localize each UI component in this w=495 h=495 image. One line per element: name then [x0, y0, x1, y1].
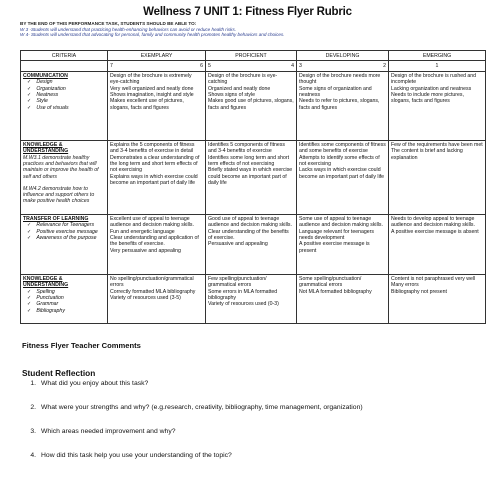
criteria-title: KNOWLEDGE & UNDERSTANDING	[23, 276, 69, 289]
cell-exemplary: No spelling/punctuation/grammatical errors Correctly formatted MLA bibliography Variety of resources used (3-5)	[108, 274, 206, 323]
cell-emerging: Needs to develop appeal to teenage audience and decision making skills. A positive exercise message is absent	[389, 214, 486, 274]
criteria-note: M.W3.1 demonstrate healthy practices and behaviors that will maintain or improve the health of self and others	[23, 154, 99, 180]
criteria-list	[23, 222, 105, 241]
score-exemplary	[108, 61, 206, 71]
criteria-cell	[21, 71, 108, 140]
score-proficient	[206, 61, 297, 71]
score-value: 3	[299, 62, 302, 69]
header-criteria: CRITERIA	[21, 51, 108, 61]
criteria-title: TRANSFER OF LEARNING	[23, 216, 89, 223]
header-emerging: EMERGING	[389, 51, 486, 61]
header-exemplary: EXEMPLARY	[108, 51, 206, 61]
question-number: 3.	[30, 428, 36, 435]
goal-w3: W 3 -Students will understand that practicing health-enhancing behaviors can avoid or reduce health risks.	[20, 26, 237, 32]
criteria-title: COMMUNICATION	[23, 73, 68, 80]
score-value: 5	[208, 62, 211, 69]
table-row	[21, 140, 486, 214]
score-value: 7	[110, 62, 113, 69]
page-title: Wellness 7 UNIT 1: Fitness Flyer Rubric	[143, 6, 352, 18]
rubric-table	[20, 50, 486, 324]
goals-heading: BY THE END OF THIS PERFORMANCE TASK, STUDENTS SHOULD BE ABLE TO:	[20, 21, 197, 26]
question-4	[24, 452, 232, 459]
question-1	[24, 380, 148, 387]
criteria-cell	[21, 140, 108, 214]
criteria-cell	[21, 214, 108, 274]
cell-proficient: Good use of appeal to teenage audience and decision making skills. Clear understanding of the benefits of exercise. Persuasive and appealing	[206, 214, 297, 274]
criteria-note: M.W4.2 demonstrate how to influence and support others to make positive health choices	[23, 185, 95, 205]
cell-exemplary: Explains the 5 components of fitness and 3-4 benefits of exercise in detail Demonstrates a clear understanding of the long term and short term effects of not exercising Explains ways in which exercise could become an important part of daily life	[108, 140, 206, 214]
cell-emerging: Design of the brochure is rushed and incomplete Lacking organization and neatness Needs to include more pictures, slogans, facts and figures	[389, 71, 486, 140]
teacher-comments-heading: Fitness Flyer Teacher Comments	[22, 341, 141, 350]
score-value: 2	[383, 62, 386, 69]
criteria-item: ✓ Design	[27, 79, 105, 85]
score-row	[21, 61, 486, 71]
criteria-list	[23, 289, 105, 314]
score-value: 4	[291, 62, 294, 69]
header-developing: DEVELOPING	[297, 51, 389, 61]
cell-proficient: Design of the brochure is eye-catching Organized and neatly done Shows signs of style Makes good use of pictures, slogans, facts and figures	[206, 71, 297, 140]
cell-proficient: Few spelling/punctuation/ grammatical errors Some errors in MLA formatted bibliography Variety of resources used (0-3)	[206, 274, 297, 323]
question-number: 4.	[30, 452, 36, 459]
cell-developing: Some use of appeal to teenage audience and decision making skills. Language relevant for teenagers needs development A positive exercise message is present	[297, 214, 389, 274]
score-value: 1	[435, 62, 439, 69]
criteria-item: ✓ Relevance for Teenagers	[27, 222, 105, 228]
cell-developing: Identifies some components of fitness and some benefits of exercise Attempts to identify some effects of not exercising Lacks ways in which exercise could become an important part of daily life	[297, 140, 389, 214]
question-number: 1.	[30, 380, 36, 387]
table-row	[21, 214, 486, 274]
criteria-item: ✓ Awareness of the purpose	[27, 235, 105, 241]
criteria-item: ✓ Punctuation	[27, 295, 105, 301]
criteria-item: ✓ Spelling	[27, 289, 105, 295]
table-row	[21, 274, 486, 323]
criteria-title: KNOWLEDGE & UNDERSTANDING	[23, 142, 69, 155]
header-row	[21, 51, 486, 61]
criteria-item: ✓ Use of visuals	[27, 105, 105, 111]
criteria-item: ✓ Organization	[27, 86, 105, 92]
cell-exemplary: Excellent use of appeal to teenage audience and decision making skills. Fun and energetic language Clear understanding and application of the benefits of exercise. Very persuasive and appealing	[108, 214, 206, 274]
criteria-cell	[21, 274, 108, 323]
question-text: How did this task help you use your understanding of the topic?	[41, 452, 232, 459]
header-proficient: PROFICIENT	[206, 51, 297, 61]
question-3	[24, 428, 176, 435]
table-row	[21, 71, 486, 140]
score-emerging	[389, 61, 486, 71]
question-2	[24, 404, 363, 411]
criteria-item: ✓ Neatness	[27, 92, 105, 98]
question-number: 2.	[30, 404, 36, 411]
criteria-item: ✓ Bibliography	[27, 308, 105, 314]
cell-emerging: Content is not paraphrased very well Many errors Bibliography not present	[389, 274, 486, 323]
score-blank	[21, 61, 108, 71]
criteria-item: ✓ Grammar	[27, 301, 105, 307]
score-developing	[297, 61, 389, 71]
criteria-item: ✓ Style	[27, 98, 105, 104]
cell-developing: Design of the brochure needs more thought Some signs of organization and neatness Needs to refer to pictures, slogans, facts and figures	[297, 71, 389, 140]
student-reflection-heading: Student Reflection	[22, 368, 96, 378]
goal-w4: W 4- Students will understand that advocating for personal, family and community health promotes healthy behaviors and choices.	[20, 32, 285, 38]
cell-developing: Some spelling/punctuation/ grammatical errors Not MLA formatted bibliography	[297, 274, 389, 323]
cell-exemplary: Design of the brochure is extremely eye-catching Very well organized and neatly done Shows imagination, insight and style Makes excellent use of pictures, slogans, facts and figures	[108, 71, 206, 140]
question-text: What were your strengths and why? (e.g.research, creativity, bibliography, time management, organization)	[41, 404, 363, 411]
score-value: 6	[200, 62, 203, 69]
question-text: Which areas needed improvement and why?	[41, 428, 176, 435]
cell-proficient: Identifies 5 components of fitness and 3-4 benefits of exercise Identifies some long term and short term effects of not exercising Briefly stated ways in which exercise could become an important part of daily life	[206, 140, 297, 214]
criteria-list	[23, 79, 105, 110]
cell-emerging: Few of the requirements have been met The content is brief and lacking explanation	[389, 140, 486, 214]
criteria-item: ✓ Positive exercise message	[27, 229, 105, 235]
question-text: What did you enjoy about this task?	[41, 380, 149, 387]
learning-goals	[20, 21, 285, 38]
